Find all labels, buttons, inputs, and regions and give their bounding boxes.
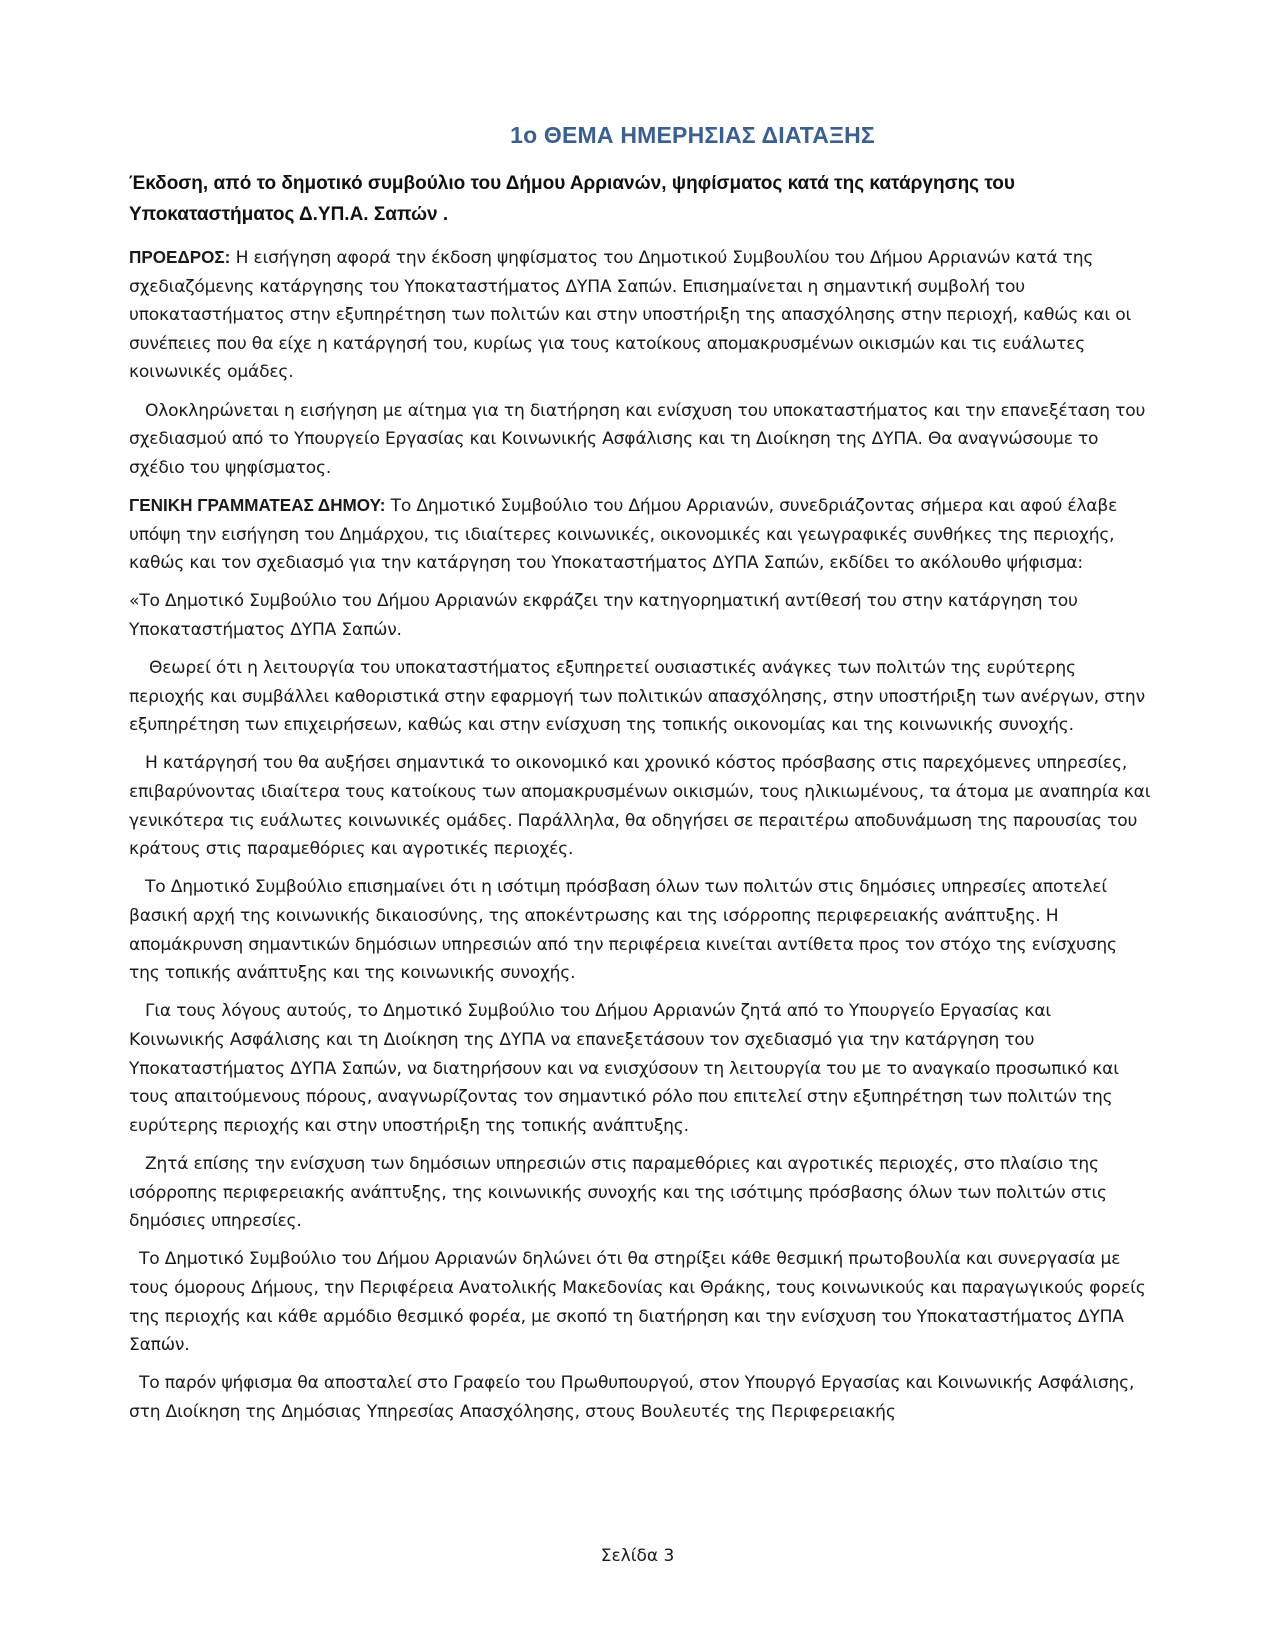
resolution-paragraph: Το Δημοτικό Συμβούλιο του Δήμου Αρριανών δηλώνει ότι θα στηρίξει κάθε θεσμική πρωτοβουλία και συνεργασία με τους όμορους Δήμους, την Περιφέρεια Ανατολικής Μακεδονίας και Θράκης, τους κοινωνικούς και παραγωγικούς φορείς της περιοχής και κάθε αρμόδιο θεσμικό φορέα, με σκοπό τη διατήρηση και την ενίσχυση του Υποκαταστήματος ΔΥΠΑ Σαπών. bbox=[129, 1249, 1146, 1356]
resolution-paragraph: Ζητά επίσης την ενίσχυση των δημόσιων υπηρεσιών στις παραμεθόριες και αγροτικές περιοχές, στο πλαίσιο της ισόρροπης περιφερειακής ανάπτυξης, της κοινωνικής συνοχής και της ισότιμης πρόσβασης όλων των πολιτών στις δημόσιες υπηρεσίες. bbox=[129, 1153, 1107, 1232]
resolution-paragraph: «Το Δημοτικό Συμβούλιο του Δήμου Αρριανών εκφράζει την κατηγορηματική αντίθεσή του στην κατάργηση του Υποκαταστήματος ΔΥΠΑ Σαπών. bbox=[129, 591, 1078, 640]
paragraph: Ολοκληρώνεται η εισήγηση με αίτημα για τη διατήρηση και ενίσχυση του υποκαταστήματος και την επανεξέταση του σχεδιασμού από το Υπουργείο Εργασίας και Κοινωνικής Ασφάλισης και τη Διοίκηση της ΔΥΠΑ. Θα αναγνώσουμε το σχέδιο του ψηφίσματος. bbox=[129, 400, 1146, 478]
subject-line-1: Έκδοση, από το δημοτικό συμβούλιο του Δήμου Αρριανών, ψηφίσματος κατά της κατάργησης του bbox=[129, 173, 1015, 194]
resolution-paragraph: Η κατάργησή του θα αυξήσει σημαντικά το οικονομικό και χρονικό κόστος πρόσβασης στις παρεχόμενες υπηρεσίες, επιβαρύνοντας ιδιαίτερα τους κατοίκους των απομακρυσμένων οικισμών, τους ηλικιωμένους, τα άτομα με αναπηρία και γενικότερα τις ευάλωτες κοινωνικές ομάδες. Παράλληλα, θα οδηγήσει σε περαιτέρω αποδυνάμωση της παρουσίας του κράτους στις παραμεθόριες και αγροτικές περιοχές. bbox=[129, 753, 1151, 860]
speaker-president: ΠΡΟΕΔΡΟΣ: bbox=[129, 248, 231, 267]
agenda-item-heading: 1ο ΘΕΜΑ ΗΜΕΡΗΣΙΑΣ ΔΙΑΤΑΞΗΣ bbox=[510, 122, 875, 148]
agenda-item-subject bbox=[129, 168, 1149, 230]
paragraph-text: Η εισήγηση αφορά την έκδοση ψηφίσματος του Δημοτικού Συμβουλίου του Δήμου Αρριανών κατά της σχεδιαζόμενης κατάργησης του Υποκαταστήματος ΔΥΠΑ Σαπών. Επισημαίνεται η σημαντική συμβολή του υποκαταστήματος στην εξυπηρέτηση των πολιτών και στην υποστήριξη της απασχόλησης στην περιοχή, καθώς και οι συνέπειες που θα είχε η κατάργησή του, κυρίως για τους κατοίκους απομακρυσμένων οικισμών και τις ευάλωτες κοινωνικές ομάδες. bbox=[129, 248, 1132, 383]
resolution-paragraph: Για τους λόγους αυτούς, το Δημοτικό Συμβούλιο του Δήμου Αρριανών ζητά από το Υπουργείο Εργασίας και Κοινωνικής Ασφάλισης και τη Διοίκηση της ΔΥΠΑ να επανεξετάσουν τον σχεδιασμό για την κατάργηση του Υποκαταστήματος ΔΥΠΑ Σαπών, να διατηρήσουν και να ενισχύσουν τη λειτουργία του με το αναγκαίο προσωπικό και τους απαιτούμενους πόρους, αναγνωρίζοντας τον σημαντικό ρόλο που επιτελεί στην εξυπηρέτηση των πολιτών της ευρύτερης περιοχής και στην υποστήριξη της τοπικής ανάπτυξης. bbox=[129, 1001, 1119, 1136]
subject-line-2: Υποκαταστήματος Δ.ΥΠ.Α. Σαπών . bbox=[129, 204, 449, 225]
paragraph-secretary bbox=[129, 492, 1151, 578]
paragraph-president bbox=[129, 244, 1151, 387]
resolution-paragraph: Θεωρεί ότι η λειτουργία του υποκαταστήματος εξυπηρετεί ουσιαστικές ανάγκες των πολιτών της ευρύτερης περιοχής και συμβάλλει καθοριστικά στην εφαρμογή των πολιτικών απασχόλησης, στην υποστήριξη των ανέργων, στην εξυπηρέτηση των επιχειρήσεων, καθώς και στην ενίσχυση της τοπικής οικονομίας και της κοινωνικής συνοχής. bbox=[129, 658, 1145, 736]
paragraph-text: Το Δημοτικό Συμβούλιο του Δήμου Αρριανών, συνεδριάζοντας σήμερα και αφού έλαβε υπόψη την εισήγηση του Δημάρχου, τις ιδιαίτερες κοινωνικές, οικονομικές και γεωγραφικές συνθήκες της περιοχής, καθώς και τον σχεδιασμό για την κατάργηση του Υποκαταστήματος ΔΥΠΑ Σαπών, εκδίδει το ακόλουθο ψήφισμα: bbox=[129, 495, 1118, 574]
resolution-paragraph: Το Δημοτικό Συμβούλιο επισημαίνει ότι η ισότιμη πρόσβαση όλων των πολιτών στις δημόσιες υπηρεσίες αποτελεί βασική αρχή της κοινωνικής δικαιοσύνης, της αποκέντρωσης και της ισόρροπης περιφερειακής ανάπτυξης. Η απομάκρυνση σημαντικών δημόσιων υπηρεσιών από την περιφέρεια κινείται αντίθετα προς τον στόχο της ενίσχυσης της τοπικής ανάπτυξης και της κοινωνικής συνοχής. bbox=[129, 877, 1117, 984]
minutes-body bbox=[129, 244, 1151, 1436]
page-number: Σελίδα 3 bbox=[600, 1546, 675, 1566]
speaker-general-secretary: ΓΕΝΙΚΗ ΓΡΑΜΜΑΤΕΑΣ ΔΗΜΟΥ: bbox=[129, 495, 386, 515]
resolution-paragraph: Το παρόν ψήφισμα θα αποσταλεί στο Γραφείο του Πρωθυπουργού, στον Υπουργό Εργασίας και Κοινωνικής Ασφάλισης, στη Διοίκηση της Δημόσιας Υπηρεσίας Απασχόλησης, στους Βουλευτές της Περιφερειακής bbox=[129, 1373, 1135, 1422]
